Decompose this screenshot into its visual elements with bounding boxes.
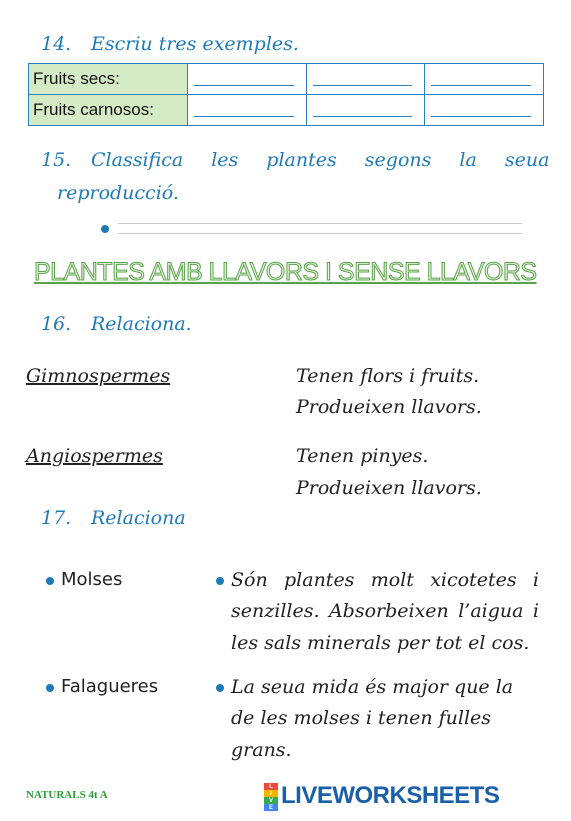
definition-line[interactable]: Produeixen llavors. xyxy=(296,396,482,418)
q16-number: 16. xyxy=(41,313,72,335)
fruits-carnosos-label: Fruits carnosos: xyxy=(29,95,188,126)
term-angiospermes[interactable]: Angiospermes xyxy=(26,445,163,467)
definition-line[interactable]: Produeixen llavors. xyxy=(296,477,482,499)
definition-line[interactable]: La seua mida és major que la xyxy=(231,676,514,698)
bullet-icon xyxy=(46,684,54,692)
q15-number: 15. xyxy=(41,149,72,171)
footer-course-label: NATURALS 4t A xyxy=(26,789,108,801)
q15-instruction-line2: reproducció. xyxy=(57,182,179,204)
table-row xyxy=(29,64,544,95)
term-molses[interactable]: Molses xyxy=(61,569,123,590)
q14-instruction: Escriu tres exemples. xyxy=(91,33,299,55)
q17-instruction: Relaciona xyxy=(91,507,186,529)
bullet-icon xyxy=(216,684,224,692)
definition-line[interactable]: Tenen flors i fruits. xyxy=(296,365,480,387)
answer-line[interactable] xyxy=(118,233,522,234)
fruits-table xyxy=(28,63,544,126)
table-row xyxy=(29,95,544,126)
section-title: PLANTES AMB LLAVORS I SENSE LLAVORS xyxy=(34,258,537,286)
q14-number: 14. xyxy=(41,33,72,55)
term-falagueres[interactable]: Falagueres xyxy=(61,676,159,697)
liveworksheets-logo[interactable]: LIVEWORKSHEETS xyxy=(281,782,500,809)
answer-blank[interactable] xyxy=(306,95,425,126)
answer-blank[interactable] xyxy=(188,64,307,95)
definition-line[interactable]: grans. xyxy=(231,739,292,761)
answer-line[interactable] xyxy=(118,223,522,224)
definition-line[interactable]: Són plantes molt xicotetes i xyxy=(231,569,539,591)
answer-blank[interactable] xyxy=(188,95,307,126)
definition-line[interactable]: les sals minerals per tot el cos. xyxy=(231,632,530,654)
bullet-icon xyxy=(46,577,54,585)
q15-instruction-line1: Classifica les plantes segons la seua xyxy=(91,149,550,171)
answer-blank[interactable] xyxy=(306,64,425,95)
answer-blank[interactable] xyxy=(425,95,544,126)
answer-blank[interactable] xyxy=(425,64,544,95)
definition-line[interactable]: de les molses i tenen fulles xyxy=(231,707,492,729)
definition-line[interactable]: senzilles. Absorbeixen l’aigua i xyxy=(231,600,539,622)
liveworksheets-logo-icon: L I V E xyxy=(264,783,278,811)
term-gimnospermes[interactable]: Gimnospermes xyxy=(26,365,171,387)
bullet-icon xyxy=(101,225,109,233)
q16-instruction: Relaciona. xyxy=(91,313,192,335)
q17-number: 17. xyxy=(41,507,72,529)
definition-line[interactable]: Tenen pinyes. xyxy=(296,445,429,467)
bullet-icon xyxy=(216,577,224,585)
fruits-secs-label: Fruits secs: xyxy=(29,64,188,95)
